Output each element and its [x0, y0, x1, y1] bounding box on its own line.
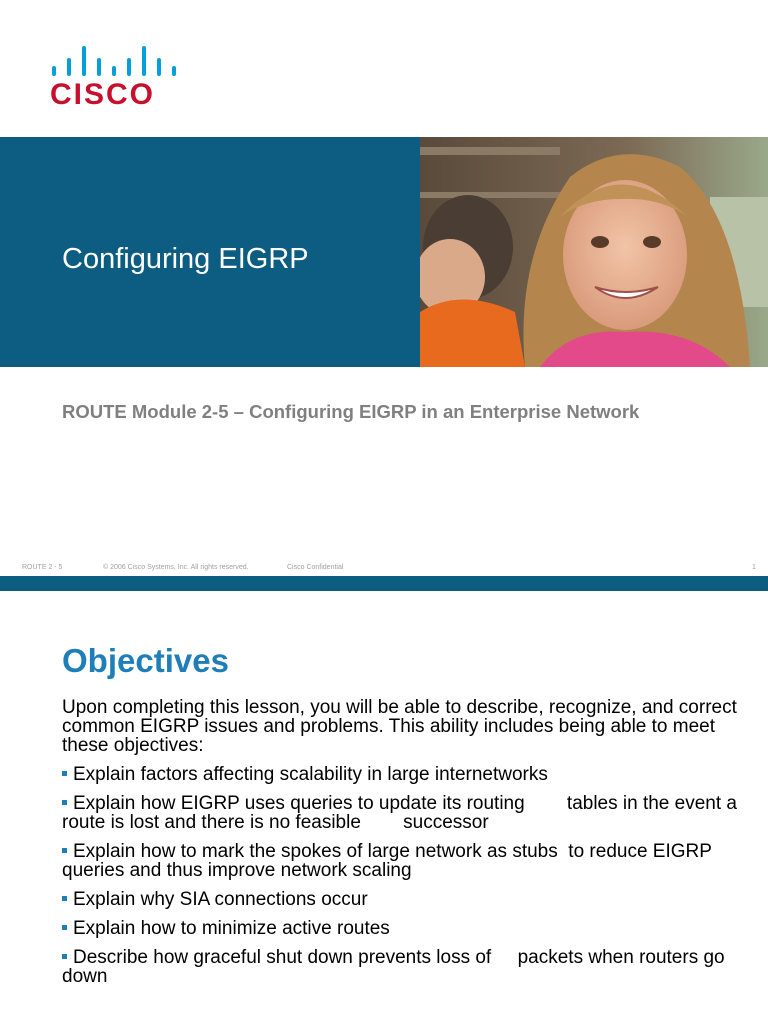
slide-subtitle: ROUTE Module 2-5 – Configuring EIGRP in an Enterprise Network	[62, 401, 640, 422]
bullet-square-icon	[62, 771, 67, 776]
cisco-logo-bars-icon	[52, 42, 176, 76]
cisco-logo-wordmark: CISCO	[50, 78, 156, 111]
cisco-logo	[50, 42, 180, 112]
footer-page-number: 1	[752, 564, 756, 571]
footer-copyright: © 2006 Cisco Systems, Inc. All rights reserved.	[103, 564, 249, 571]
objectives-intro: Upon completing this lesson, you will be able to describe, recognize, and correct common EIGRP issues and problems. This ability includes being able to meet these objectives:	[62, 697, 737, 756]
slide-title: Configuring EIGRP	[62, 243, 309, 275]
list-item: Explain how to minimize active routes	[62, 919, 752, 938]
bullet-square-icon	[62, 848, 67, 853]
footer-confidential: Cisco Confidential	[287, 564, 344, 571]
list-item: Explain how to mark the spokes of large network as stubs to reduce EIGRP queries and thus improve network scaling	[62, 841, 717, 881]
list-item: Explain factors affecting scalability in large internetworks	[62, 765, 752, 784]
objectives-title: Objectives	[62, 642, 229, 679]
title-banner	[0, 137, 420, 367]
list-item: Explain how EIGRP uses queries to update its routing tables in the event a route is lost and there is no feasible successor	[62, 793, 743, 833]
objectives-slide	[0, 591, 768, 1024]
bullet-square-icon	[62, 896, 67, 901]
list-item: Explain why SIA connections occur	[62, 890, 752, 909]
children-photo	[420, 137, 768, 367]
objectives-list	[62, 765, 752, 996]
bullet-square-icon	[62, 925, 67, 930]
slide-divider	[0, 576, 768, 591]
footer-course: ROUTE 2 - 5	[22, 564, 63, 571]
bullet-square-icon	[62, 800, 67, 805]
slide-footer	[0, 560, 768, 576]
list-item: Describe how graceful shut down prevents loss of packets when routers go down	[62, 947, 730, 987]
bullet-square-icon	[62, 954, 67, 959]
